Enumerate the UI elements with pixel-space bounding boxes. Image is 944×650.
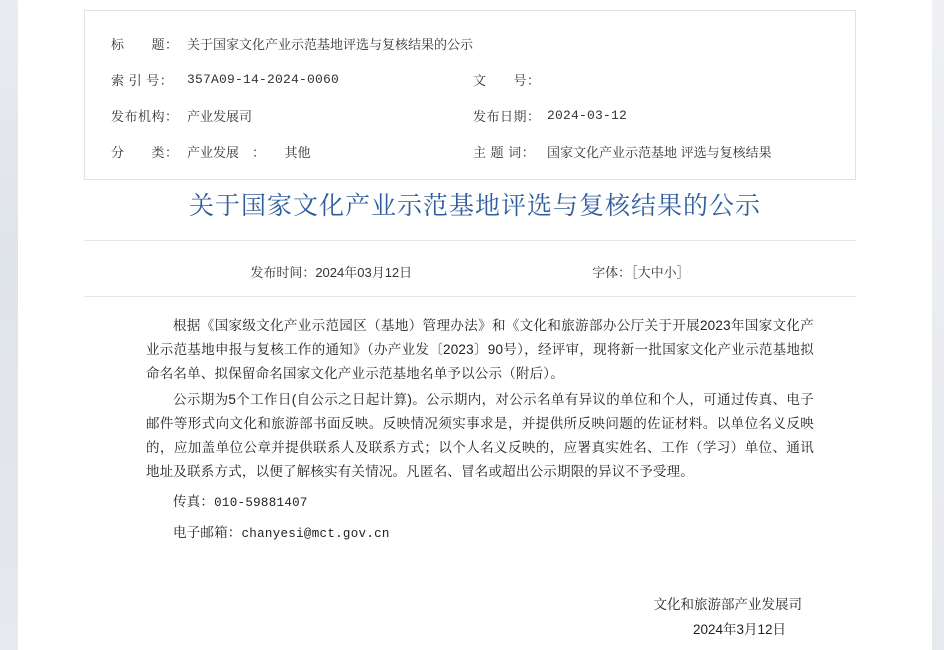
metadata-value-title: 关于国家文化产业示范基地评选与复核结果的公示: [187, 36, 474, 52]
metadata-row-category: [85, 133, 855, 169]
fax-label: 传真：: [173, 494, 215, 509]
signature-organization: 文化和旅游部产业发展司: [653, 597, 802, 612]
left-edge-decoration: [0, 0, 19, 650]
email-line: [146, 521, 814, 546]
font-size-selector[interactable]: 字体：［大中小］: [592, 265, 690, 280]
metadata-label-publishdate: 发布日期：: [473, 108, 541, 124]
subinfo-divider: [84, 296, 856, 297]
signature-block: [18, 592, 898, 642]
metadata-value-keywords: 国家文化产业示范基地 评选与复核结果: [547, 144, 772, 160]
metadata-row-title: [85, 25, 855, 61]
body-paragraph: 公示期为5个工作日(自公示之日起计算)。公示期内，对公示名单有异议的单位和个人，可通过传真、电子邮件等形式向文化和旅游部书面反映。反映情况须实事求是，并提供所反映问题的佐证材料。以单位名义反映的，应加盖单位公章并提供联系人及联系方式；以个人名义反映的，应署真实姓名、工作（学习）单位、通讯地址及联系方式，以便了解核实有关情况。凡匿名、冒名或超出公示期限的异议不予受理。: [146, 392, 814, 479]
document-metadata-table: [84, 10, 856, 180]
metadata-label-category: 分 类：: [111, 144, 179, 160]
metadata-row-publisher: [85, 97, 855, 133]
email-label: 电子邮箱：: [173, 525, 242, 540]
page-title: 关于国家文化产业示范基地评选与复核结果的公示: [188, 193, 761, 220]
document-subinfo: [84, 262, 856, 281]
fax-value: 010-59881407: [214, 496, 308, 510]
document-body: [146, 314, 814, 546]
signature-date: 2024年3月12日: [692, 622, 786, 637]
metadata-label-title: 标 题：: [111, 36, 179, 52]
document-page: [18, 0, 932, 650]
email-value[interactable]: chanyesi@mct.gov.cn: [241, 527, 390, 541]
metadata-value-publishdate: 2024-03-12: [547, 107, 628, 123]
metadata-value-publisher: 产业发展司: [187, 108, 253, 124]
metadata-value-category: 产业发展 ： 其他: [187, 144, 311, 160]
metadata-label-docnumber: 文 号：: [473, 72, 541, 88]
body-paragraph: 根据《国家级文化产业示范园区（基地）管理办法》和《文化和旅游部办公厅关于开展2023年国家文化产业示范基地申报与复核工作的通知》（办产业发〔2023〕90号），经评审，现将新一批国家文化产业示范基地拟命名名单、拟保留命名国家文化产业示范基地名单予以公示（附后）。: [146, 318, 814, 381]
metadata-label-keywords: 主 题 词：: [473, 144, 536, 160]
metadata-label-index: 索 引 号：: [111, 72, 174, 88]
metadata-label-publisher: 发布机构：: [111, 108, 179, 124]
metadata-value-index: 357A09-14-2024-0060: [187, 71, 340, 87]
metadata-row-index: [85, 61, 855, 97]
fax-line: [146, 490, 814, 515]
title-divider: [84, 240, 856, 241]
publish-time-label: 发布时间：2024年03月12日: [250, 265, 413, 280]
right-edge-decoration: [932, 0, 944, 650]
